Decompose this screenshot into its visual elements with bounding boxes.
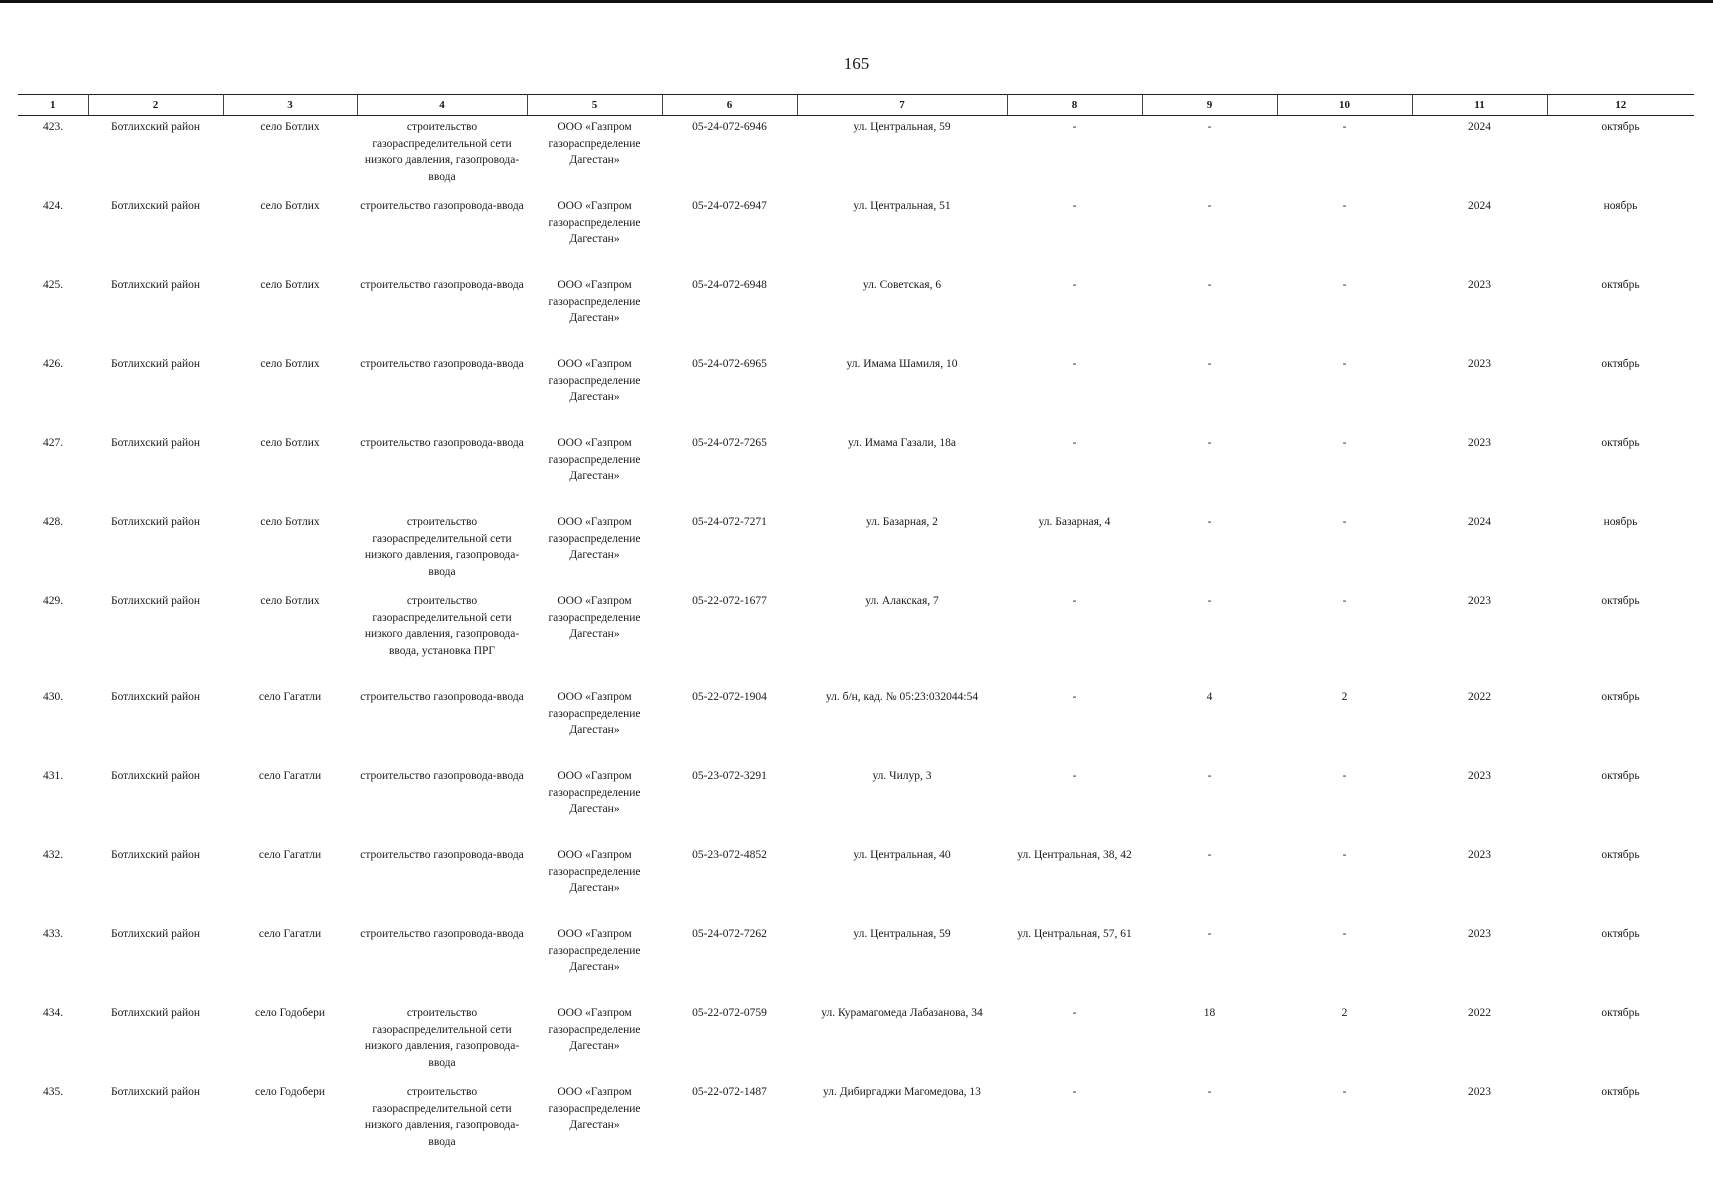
column-10-cell: - — [1342, 200, 1347, 212]
code-cell: 05-24-072-6965 — [692, 358, 767, 370]
address-cell: ул. Имама Шамиля, 10 — [846, 358, 958, 370]
code-cell: 05-24-072-7262 — [692, 928, 767, 940]
address-cell: ул. Центральная, 51 — [853, 200, 951, 212]
year-cell: 2023 — [1468, 928, 1491, 940]
organization-cell: ООО «Газпром газораспределение Дагестан» — [548, 1007, 641, 1052]
column-8-cell: - — [1072, 691, 1077, 703]
column-9-cell: - — [1207, 358, 1212, 370]
column-8-cell: - — [1072, 770, 1077, 782]
column-9-cell: - — [1207, 849, 1212, 861]
code-cell: 05-22-072-1487 — [692, 1086, 767, 1098]
address-cell: ул. Центральная, 40 — [853, 849, 951, 861]
year-cell: 2022 — [1468, 691, 1491, 703]
district-cell: Ботлихский район — [110, 1086, 201, 1098]
district-cell: Ботлихский район — [110, 595, 201, 607]
column-8-cell: - — [1072, 200, 1077, 212]
district-cell: Ботлихский район — [110, 437, 201, 449]
code-cell: 05-22-072-1904 — [692, 691, 767, 703]
village-cell: село Ботлих — [260, 121, 320, 133]
table-row — [18, 841, 1694, 920]
column-9-cell: 18 — [1203, 1007, 1216, 1019]
address-cell: ул. Дибиргаджи Магомедова, 13 — [823, 1086, 981, 1098]
row-number: 423. — [42, 121, 64, 133]
village-cell: село Ботлих — [260, 200, 320, 212]
column-8-cell: - — [1072, 1007, 1077, 1019]
column-10-cell: - — [1342, 1086, 1347, 1098]
row-number: 425. — [42, 279, 64, 291]
table-row — [18, 116, 1694, 193]
row-number: 429. — [42, 595, 64, 607]
column-10-cell: - — [1342, 358, 1347, 370]
work-description-cell: строительство газопровода-ввода — [360, 437, 524, 449]
column-9-cell: - — [1207, 121, 1212, 133]
month-cell: октябрь — [1601, 121, 1640, 133]
column-number: 12 — [1547, 95, 1694, 116]
row-number: 432. — [42, 849, 64, 861]
district-cell: Ботлихский район — [110, 279, 201, 291]
address-cell: ул. Базарная, 2 — [866, 516, 938, 528]
table-row — [18, 429, 1694, 508]
column-10-cell: 2 — [1341, 1007, 1348, 1019]
month-cell: октябрь — [1601, 595, 1640, 607]
district-cell: Ботлихский район — [110, 121, 201, 133]
work-description-cell: строительство газопровода-ввода — [360, 928, 524, 940]
code-cell: 05-22-072-1677 — [692, 595, 767, 607]
district-cell: Ботлихский район — [110, 358, 201, 370]
row-number: 424. — [42, 200, 64, 212]
address-cell: ул. Алакская, 7 — [865, 595, 939, 607]
work-description-cell: строительство газораспределительной сети низкого давления, газопровода-ввода, установка ПРГ — [364, 595, 520, 657]
column-8-cell: - — [1072, 437, 1077, 449]
column-9-cell: - — [1207, 279, 1212, 291]
village-cell: село Ботлих — [260, 437, 320, 449]
column-10-cell: - — [1342, 928, 1347, 940]
village-cell: село Гагатли — [258, 928, 322, 940]
column-9-cell: 4 — [1206, 691, 1213, 703]
column-8-cell: - — [1072, 1086, 1077, 1098]
village-cell: село Годобери — [254, 1007, 326, 1019]
village-cell: село Ботлих — [260, 595, 320, 607]
work-description-cell: строительство газопровода-ввода — [360, 279, 524, 291]
row-number: 431. — [42, 770, 64, 782]
column-number-row — [18, 95, 1694, 116]
address-cell: ул. Курамагомеда Лабазанова, 34 — [821, 1007, 983, 1019]
column-10-cell: - — [1342, 437, 1347, 449]
work-description-cell: строительство газопровода-ввода — [360, 849, 524, 861]
work-description-cell: строительство газопровода-ввода — [360, 358, 524, 370]
column-9-cell: - — [1207, 928, 1212, 940]
organization-cell: ООО «Газпром газораспределение Дагестан» — [548, 928, 641, 973]
row-number: 435. — [42, 1086, 64, 1098]
address-cell: ул. Советская, 6 — [862, 279, 942, 291]
table-row — [18, 999, 1694, 1078]
column-8-cell: - — [1072, 595, 1077, 607]
column-10-cell: 2 — [1341, 691, 1348, 703]
table-row — [18, 508, 1694, 587]
village-cell: село Годобери — [254, 1086, 326, 1098]
year-cell: 2024 — [1468, 121, 1491, 133]
page-number: 165 — [843, 54, 870, 73]
address-cell: ул. Центральная, 59 — [853, 928, 951, 940]
column-number: 4 — [357, 95, 527, 116]
column-10-cell: - — [1342, 121, 1347, 133]
organization-cell: ООО «Газпром газораспределение Дагестан» — [548, 595, 641, 640]
table-row — [18, 762, 1694, 841]
year-cell: 2022 — [1468, 1007, 1491, 1019]
column-9-cell: - — [1207, 770, 1212, 782]
village-cell: село Ботлих — [260, 358, 320, 370]
column-number: 5 — [527, 95, 662, 116]
work-description-cell: строительство газораспределительной сети низкого давления, газопровода-ввода — [364, 516, 520, 578]
month-cell: октябрь — [1601, 1007, 1640, 1019]
work-description-cell: строительство газопровода-ввода — [360, 691, 524, 703]
year-cell: 2023 — [1468, 770, 1491, 782]
district-cell: Ботлихский район — [110, 928, 201, 940]
month-cell: октябрь — [1601, 849, 1640, 861]
column-number: 1 — [18, 95, 88, 116]
work-description-cell: строительство газопровода-ввода — [360, 200, 524, 212]
row-number: 426. — [42, 358, 64, 370]
column-8-cell: - — [1072, 279, 1077, 291]
organization-cell: ООО «Газпром газораспределение Дагестан» — [548, 770, 641, 815]
year-cell: 2023 — [1468, 849, 1491, 861]
organization-cell: ООО «Газпром газораспределение Дагестан» — [548, 516, 641, 561]
column-number: 3 — [223, 95, 357, 116]
year-cell: 2023 — [1468, 595, 1491, 607]
work-description-cell: строительство газораспределительной сети низкого давления, газопровода-ввода — [364, 121, 520, 183]
column-10-cell: - — [1342, 770, 1347, 782]
month-cell: ноябрь — [1603, 516, 1638, 528]
code-cell: 05-23-072-4852 — [692, 849, 767, 861]
code-cell: 05-24-072-6947 — [692, 200, 767, 212]
column-9-cell: - — [1207, 200, 1212, 212]
month-cell: октябрь — [1601, 358, 1640, 370]
work-description-cell: строительство газораспределительной сети низкого давления, газопровода-ввода — [364, 1007, 520, 1069]
address-cell: ул. б/н, кад. № 05:23:032044:54 — [825, 691, 979, 703]
code-cell: 05-23-072-3291 — [692, 770, 767, 782]
year-cell: 2023 — [1468, 358, 1491, 370]
district-cell: Ботлихский район — [110, 691, 201, 703]
row-number: 430. — [42, 691, 64, 703]
year-cell: 2023 — [1468, 1086, 1491, 1098]
code-cell: 05-24-072-7271 — [692, 516, 767, 528]
column-number: 7 — [797, 95, 1007, 116]
column-9-cell: - — [1207, 1086, 1212, 1098]
month-cell: октябрь — [1601, 928, 1640, 940]
work-description-cell: строительство газопровода-ввода — [360, 770, 524, 782]
village-cell: село Ботлих — [260, 279, 320, 291]
organization-cell: ООО «Газпром газораспределение Дагестан» — [548, 691, 641, 736]
column-8-cell: - — [1072, 121, 1077, 133]
register-table — [18, 94, 1694, 1157]
village-cell: село Гагатли — [258, 849, 322, 861]
work-description-cell: строительство газораспределительной сети низкого давления, газопровода-ввода — [364, 1086, 520, 1148]
code-cell: 05-24-072-7265 — [692, 437, 767, 449]
column-10-cell: - — [1342, 595, 1347, 607]
month-cell: октябрь — [1601, 437, 1640, 449]
year-cell: 2024 — [1468, 516, 1491, 528]
top-rule — [0, 0, 1713, 3]
organization-cell: ООО «Газпром газораспределение Дагестан» — [548, 200, 641, 245]
column-9-cell: - — [1207, 516, 1212, 528]
address-cell: ул. Чилур, 3 — [872, 770, 932, 782]
month-cell: октябрь — [1601, 691, 1640, 703]
district-cell: Ботлихский район — [110, 1007, 201, 1019]
column-10-cell: - — [1342, 279, 1347, 291]
column-8-cell: ул. Центральная, 57, 61 — [1017, 928, 1132, 940]
organization-cell: ООО «Газпром газораспределение Дагестан» — [548, 849, 641, 894]
district-cell: Ботлихский район — [110, 516, 201, 528]
code-cell: 05-24-072-6948 — [692, 279, 767, 291]
village-cell: село Ботлих — [260, 516, 320, 528]
address-cell: ул. Центральная, 59 — [853, 121, 951, 133]
village-cell: село Гагатли — [258, 770, 322, 782]
district-cell: Ботлихский район — [110, 770, 201, 782]
column-number: 2 — [88, 95, 223, 116]
address-cell: ул. Имама Газали, 18а — [848, 437, 956, 449]
column-8-cell: ул. Базарная, 4 — [1038, 516, 1111, 528]
row-number: 428. — [42, 516, 64, 528]
table-row — [18, 350, 1694, 429]
table-row — [18, 192, 1694, 271]
row-number: 427. — [42, 437, 64, 449]
column-number: 8 — [1007, 95, 1142, 116]
organization-cell: ООО «Газпром газораспределение Дагестан» — [548, 358, 641, 403]
district-cell: Ботлихский район — [110, 849, 201, 861]
column-9-cell: - — [1207, 437, 1212, 449]
column-10-cell: - — [1342, 849, 1347, 861]
column-9-cell: - — [1207, 595, 1212, 607]
year-cell: 2023 — [1468, 437, 1491, 449]
organization-cell: ООО «Газпром газораспределение Дагестан» — [548, 121, 641, 166]
row-number: 433. — [42, 928, 64, 940]
column-number: 6 — [662, 95, 797, 116]
column-number: 10 — [1277, 95, 1412, 116]
year-cell: 2024 — [1468, 200, 1491, 212]
organization-cell: ООО «Газпром газораспределение Дагестан» — [548, 437, 641, 482]
table-row — [18, 1078, 1694, 1157]
column-10-cell: - — [1342, 516, 1347, 528]
year-cell: 2023 — [1468, 279, 1491, 291]
month-cell: ноябрь — [1603, 200, 1638, 212]
code-cell: 05-24-072-6946 — [692, 121, 767, 133]
organization-cell: ООО «Газпром газораспределение Дагестан» — [548, 1086, 641, 1131]
row-number: 434. — [42, 1007, 64, 1019]
column-number: 9 — [1142, 95, 1277, 116]
code-cell: 05-22-072-0759 — [692, 1007, 767, 1019]
month-cell: октябрь — [1601, 770, 1640, 782]
month-cell: октябрь — [1601, 279, 1640, 291]
district-cell: Ботлихский район — [110, 200, 201, 212]
table-row — [18, 271, 1694, 350]
column-8-cell: - — [1072, 358, 1077, 370]
month-cell: октябрь — [1601, 1086, 1640, 1098]
table-row — [18, 920, 1694, 999]
organization-cell: ООО «Газпром газораспределение Дагестан» — [548, 279, 641, 324]
table-body — [18, 116, 1694, 1158]
column-number: 11 — [1412, 95, 1547, 116]
table-row — [18, 683, 1694, 762]
village-cell: село Гагатли — [258, 691, 322, 703]
column-8-cell: ул. Центральная, 38, 42 — [1017, 849, 1132, 861]
table-row — [18, 587, 1694, 683]
